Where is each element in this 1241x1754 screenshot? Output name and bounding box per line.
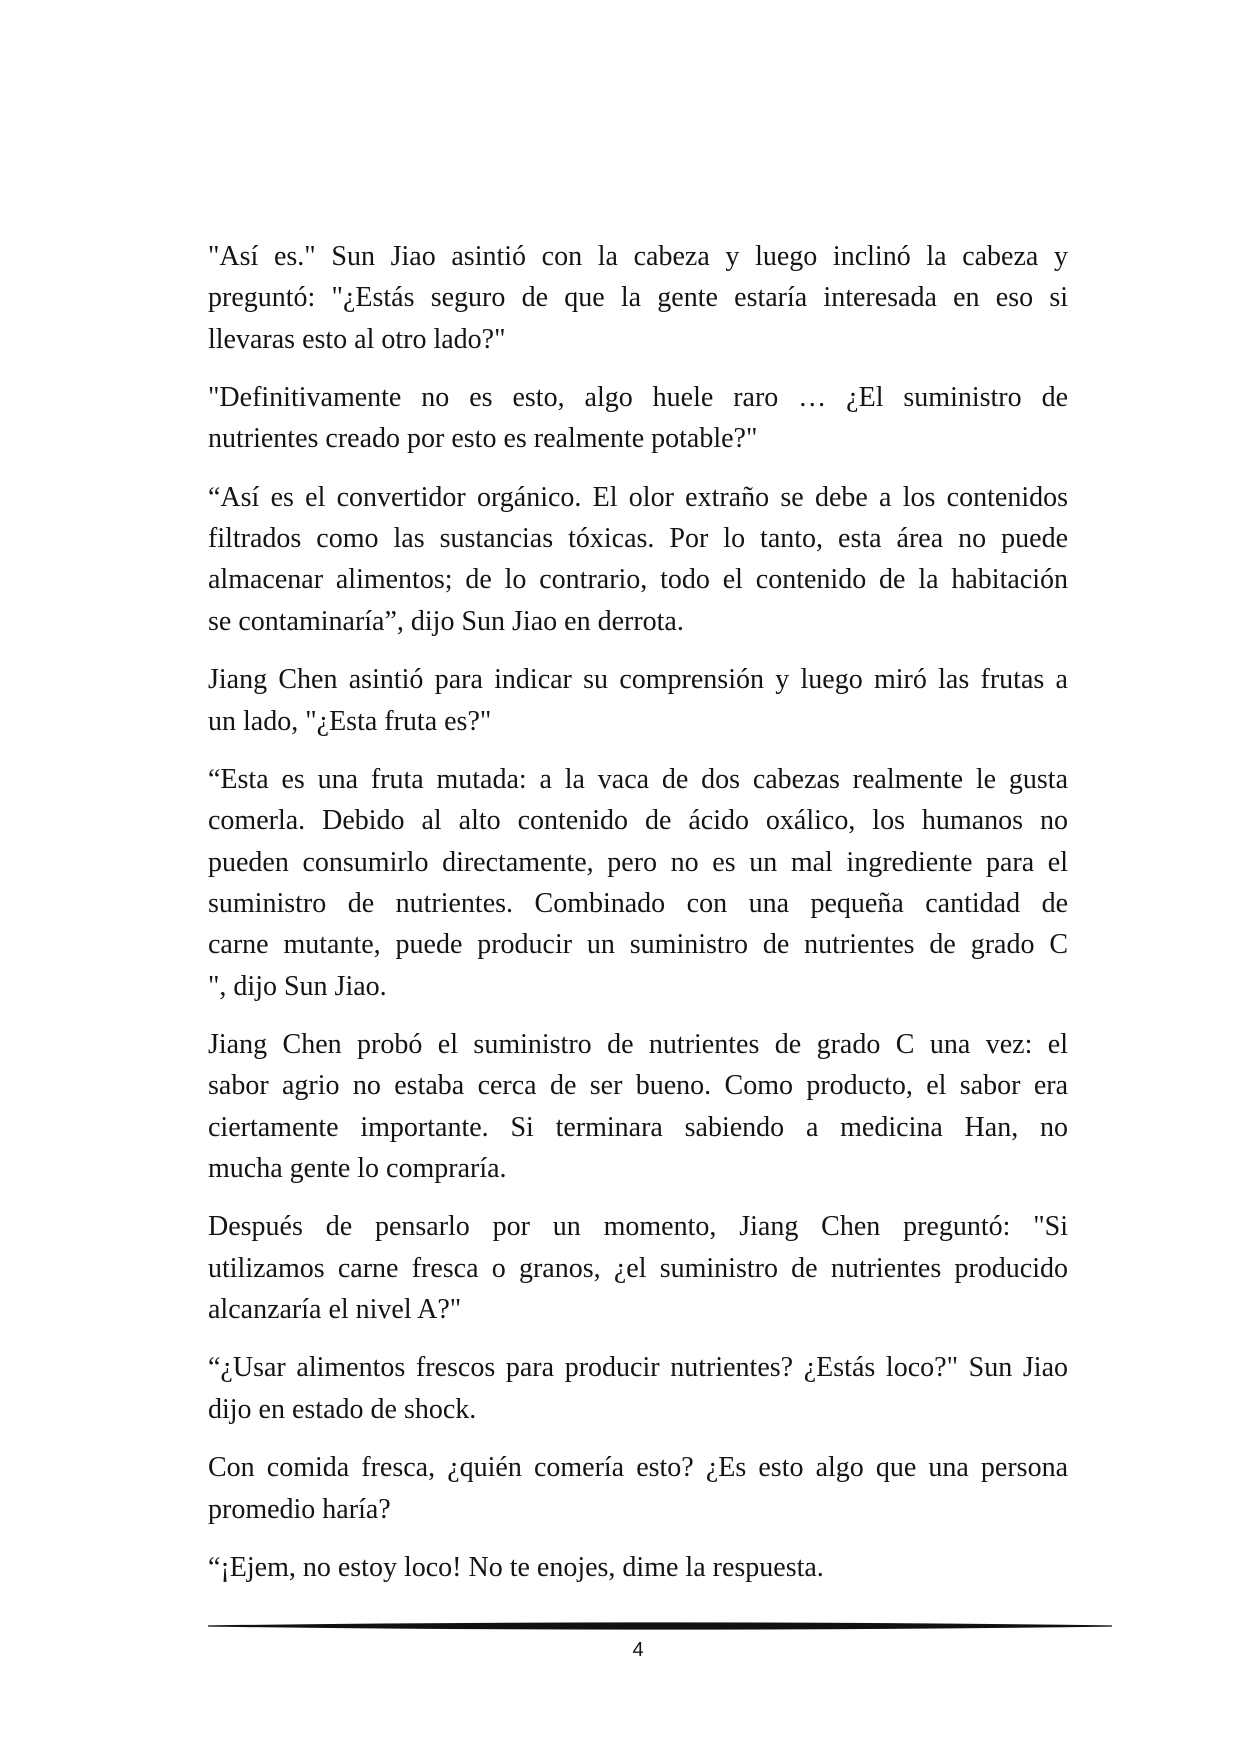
body-text [208, 236, 1068, 1588]
paragraph [208, 236, 1068, 360]
text-line: utilizamos carne fresca o granos, ¿el suministro de nutrientes producido [208, 1252, 1068, 1284]
text-line: suministro de nutrientes. Combinado con una pequeña cantidad de [208, 887, 1068, 919]
text-line: se contaminaría”, dijo Sun Jiao en derrota. [208, 605, 684, 637]
paragraph [208, 1347, 1068, 1430]
text-line: alcanzaría el nivel A?" [208, 1293, 462, 1325]
paragraph [208, 1206, 1068, 1330]
text-line: nutrientes creado por esto es realmente potable?" [208, 423, 758, 455]
text-line: sabor agrio no estaba cerca de ser bueno. Como producto, el sabor era [208, 1070, 1068, 1102]
text-line: dijo en estado de shock. [208, 1393, 477, 1425]
text-line: Con comida fresca, ¿quién comería esto? ¿Es esto algo que una persona [208, 1452, 1068, 1484]
text-line: “Esta es una fruta mutada: a la vaca de dos cabezas realmente le gusta [208, 764, 1068, 796]
text-line: ", dijo Sun Jiao. [208, 970, 387, 1002]
paragraph [208, 1547, 1068, 1588]
text-line: carne mutante, puede producir un suministro de nutrientes de grado C [208, 929, 1068, 961]
text-line: Jiang Chen probó el suministro de nutrientes de grado C una vez: el [208, 1028, 1068, 1060]
paragraph [208, 477, 1068, 642]
text-line: "Así es." Sun Jiao asintió con la cabeza y luego inclinó la cabeza y [208, 241, 1068, 272]
footer-rule [208, 1620, 1112, 1632]
paragraph [208, 759, 1068, 1007]
paragraph [208, 659, 1068, 742]
paragraph [208, 1024, 1068, 1189]
text-line: pueden consumirlo directamente, pero no es un mal ingrediente para el [208, 846, 1068, 878]
page-number: 4 [632, 1639, 644, 1661]
text-line: almacenar alimentos; de lo contrario, todo el contenido de la habitación [208, 564, 1068, 596]
text-line: filtrados como las sustancias tóxicas. Por lo tanto, esta área no puede [208, 523, 1068, 555]
text-line: preguntó: "¿Estás seguro de que la gente estaría interesada en eso si [208, 282, 1068, 314]
text-line: promedio haría? [208, 1493, 391, 1525]
text-line: "Definitivamente no es esto, algo huele raro … ¿El suministro de [208, 382, 1068, 414]
footer-rule-shape [208, 1623, 1112, 1629]
text-line: “¡Ejem, no estoy loco! No te enojes, dime la respuesta. [208, 1552, 824, 1583]
text-line: Jiang Chen asintió para indicar su comprensión y luego miró las frutas a [208, 664, 1068, 696]
text-line: comerla. Debido al alto contenido de ácido oxálico, los humanos no [208, 805, 1068, 837]
text-line: “Así es el convertidor orgánico. El olor extraño se debe a los contenidos [208, 481, 1068, 513]
text-line: llevaras esto al otro lado?" [208, 323, 506, 355]
text-line: un lado, "¿Esta fruta es?" [208, 705, 492, 737]
text-line: Después de pensarlo por un momento, Jiang Chen preguntó: "Si [208, 1211, 1068, 1243]
paragraph [208, 1447, 1068, 1530]
text-line: “¿Usar alimentos frescos para producir nutrientes? ¿Estás loco?" Sun Jiao [208, 1352, 1068, 1384]
paragraph [208, 377, 1068, 460]
text-line: ciertamente importante. Si terminara sabiendo a medicina Han, no [208, 1111, 1068, 1143]
text-line: mucha gente lo compraría. [208, 1152, 507, 1184]
